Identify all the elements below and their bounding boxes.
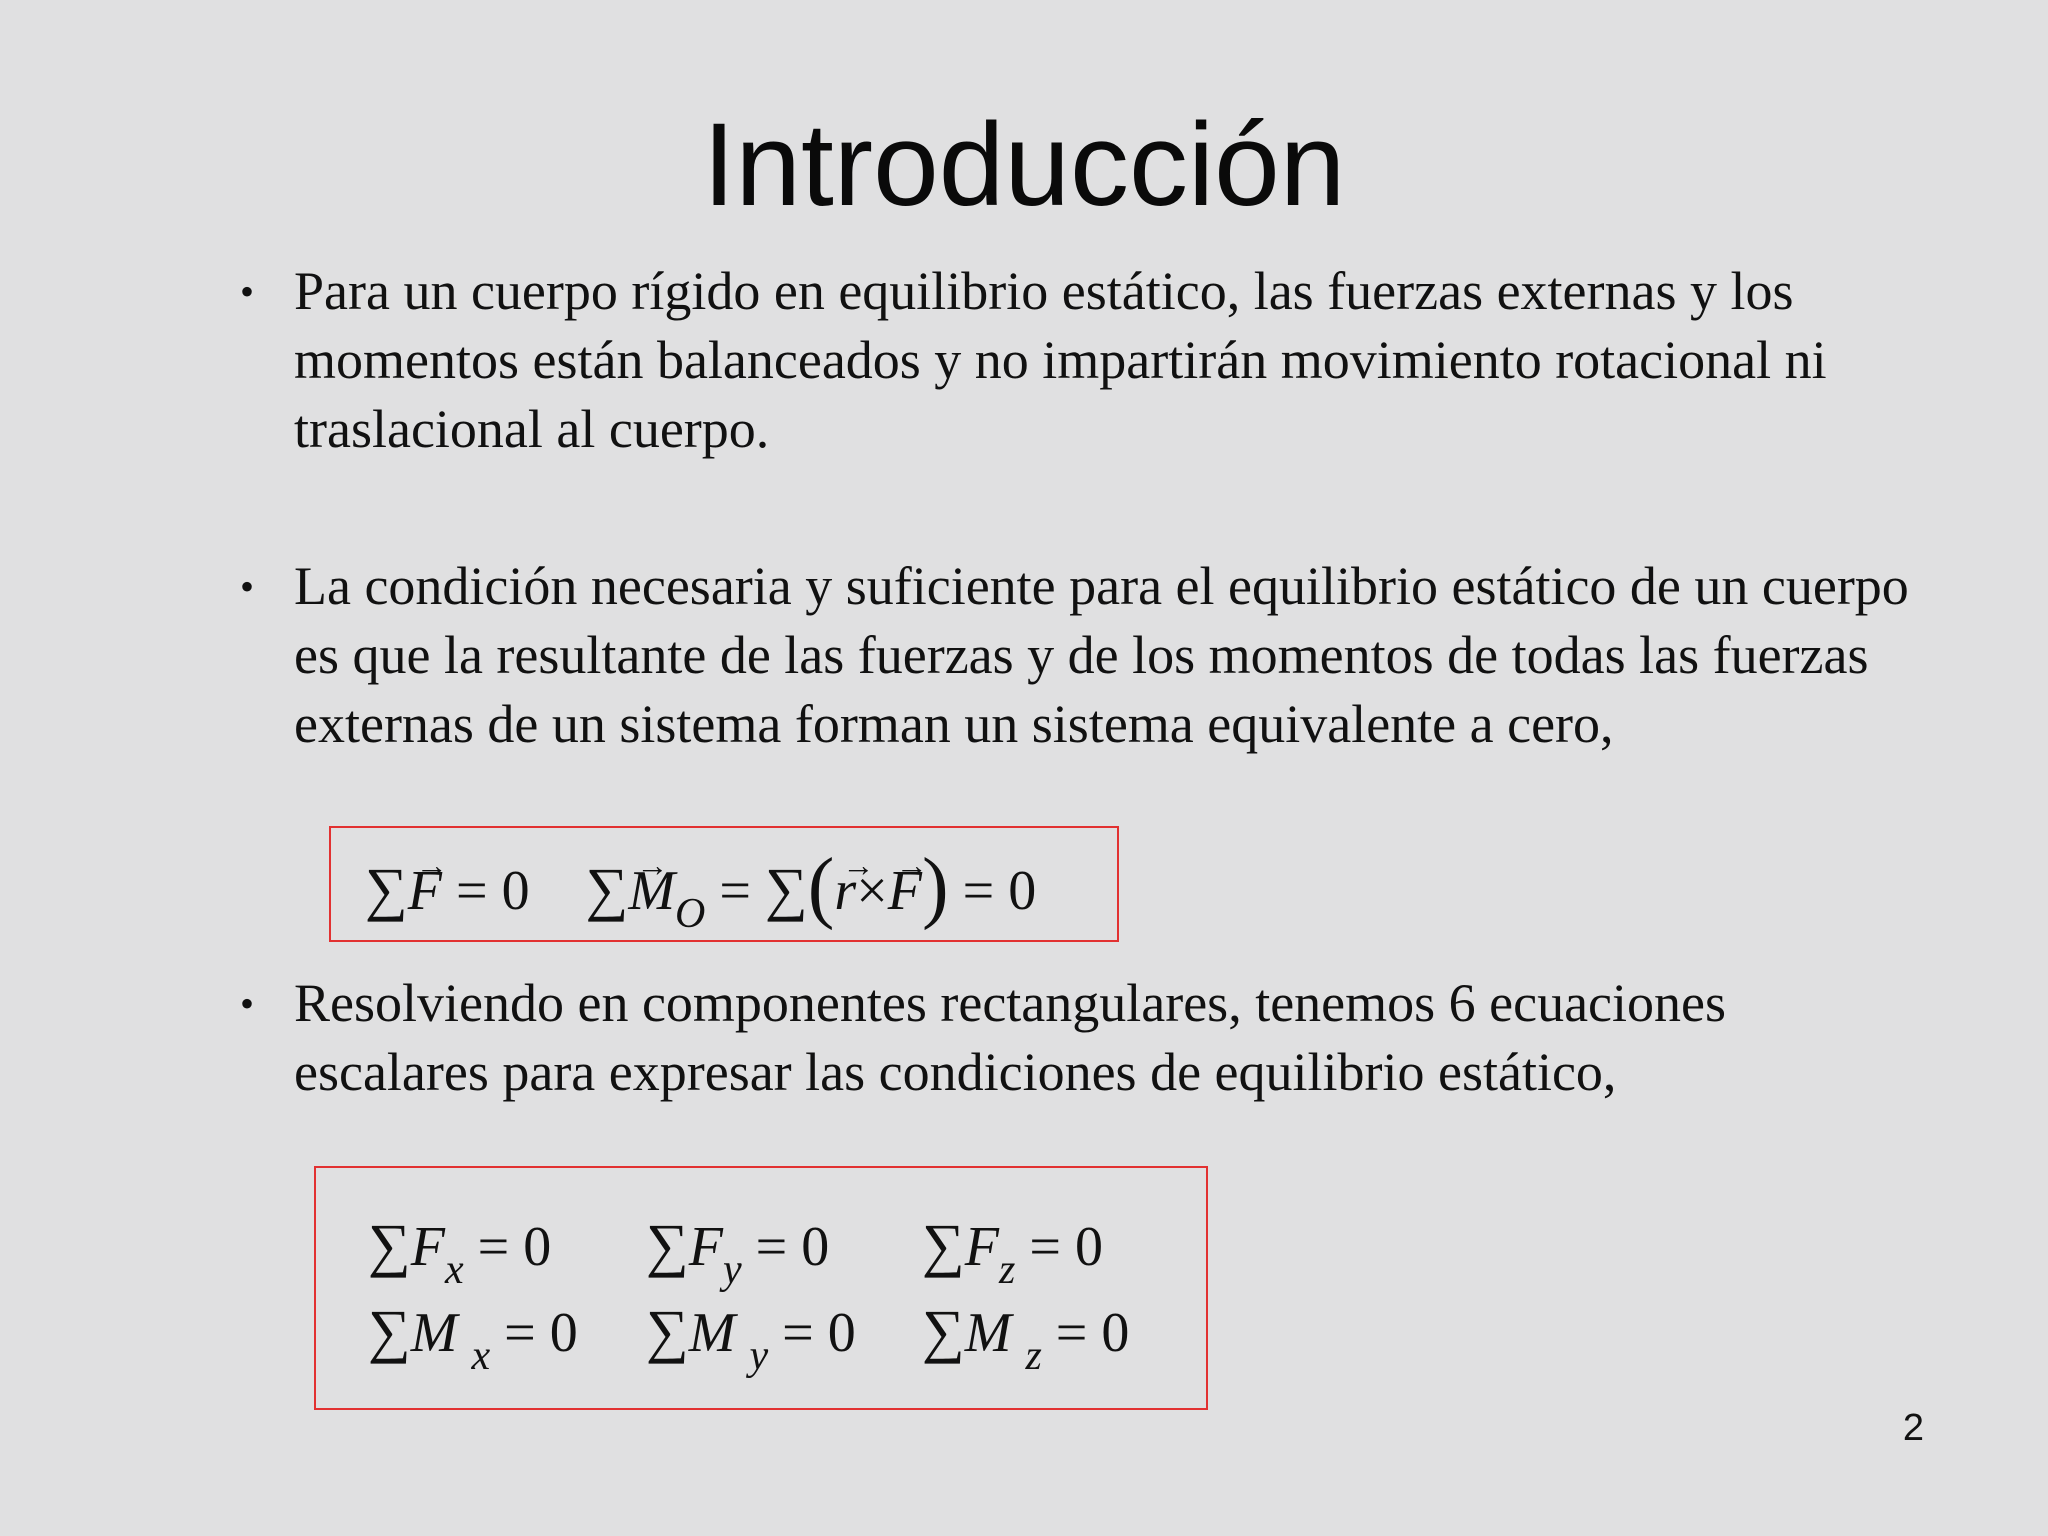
zero: 0 xyxy=(827,1302,856,1364)
moment-symbol: M xyxy=(410,1302,458,1364)
right-paren: ) xyxy=(922,843,949,931)
equals-sign: = xyxy=(755,1216,788,1278)
moment-equation-row xyxy=(646,1296,856,1379)
equals-sign: = xyxy=(456,860,488,922)
subscript-y: y xyxy=(723,1247,742,1293)
bullet-text: Resolviendo en componentes rectangulares, tenemos 6 ecuaciones escalares para expresar las condiciones de equilibrio estático, xyxy=(294,973,1727,1102)
moment-equation-row xyxy=(922,1296,1130,1379)
equals-sign: = xyxy=(1029,1216,1061,1278)
zero: 0 xyxy=(1008,860,1037,922)
sum-symbol: ∑ xyxy=(764,856,808,922)
left-paren: ( xyxy=(807,843,835,931)
subscript-z: z xyxy=(999,1247,1016,1293)
force-equation-row xyxy=(646,1210,830,1293)
bullet-text: La condición necesaria y suficiente para el equilibrio estático de un cuerpo es que la resultante de las fuerzas y de los momentos de todas las fuerzas externas de un sistema forman un sistema equivalente a cero, xyxy=(294,556,1909,754)
slide-title: Introducción xyxy=(702,99,1346,231)
zero: 0 xyxy=(801,1216,830,1278)
moment-equation-row xyxy=(368,1296,578,1379)
zero: 0 xyxy=(1101,1302,1130,1364)
bullet-icon: • xyxy=(240,981,255,1026)
equals-sign: = xyxy=(782,1302,814,1364)
subscript-x: x xyxy=(445,1247,464,1293)
sum-symbol: ∑ xyxy=(646,1212,689,1278)
equilibrium-vector-equations xyxy=(329,826,1119,942)
force-equation-row xyxy=(368,1210,552,1293)
cross-product-sign: × xyxy=(856,860,888,922)
zero: 0 xyxy=(549,1302,578,1364)
subscript-o: O xyxy=(675,891,706,937)
moment-symbol: M xyxy=(964,1302,1012,1364)
zero: 0 xyxy=(1074,1216,1103,1278)
sum-symbol: ∑ xyxy=(646,1298,689,1364)
subscript-y: y xyxy=(749,1333,769,1379)
moment-symbol: M xyxy=(688,1302,736,1364)
bullet-text: Para un cuerpo rígido en equilibrio estático, las fuerzas externas y los momentos están balanceados y no impartirán movimiento rotacional ni traslacional al cuerpo. xyxy=(294,261,1827,459)
vector-equation-line xyxy=(365,843,1037,937)
sum-symbol: ∑ xyxy=(585,856,629,922)
bullet-icon: • xyxy=(240,564,255,609)
subscript-x: x xyxy=(471,1333,491,1379)
force-symbol: F xyxy=(410,1216,445,1278)
subscript-z: z xyxy=(1025,1333,1042,1379)
equals-sign: = xyxy=(1055,1302,1088,1364)
equals-sign: = xyxy=(719,860,751,922)
equals-sign: = xyxy=(504,1302,536,1364)
page-number: 2 xyxy=(1902,1407,1924,1449)
force-equation-row xyxy=(922,1210,1103,1293)
sum-symbol: ∑ xyxy=(922,1212,965,1278)
position-vector: → r xyxy=(834,856,856,926)
moment-vector: → M xyxy=(628,856,675,926)
bullet-icon: • xyxy=(240,269,255,314)
force-symbol: F xyxy=(964,1216,999,1278)
force-vector: → F xyxy=(408,856,442,926)
equals-sign: = xyxy=(477,1216,510,1278)
sum-symbol: ∑ xyxy=(365,856,408,922)
zero: 0 xyxy=(501,860,530,922)
sum-symbol: ∑ xyxy=(368,1212,411,1278)
force-symbol: F xyxy=(688,1216,723,1278)
force-vector: → F xyxy=(888,856,922,926)
zero: 0 xyxy=(523,1216,552,1278)
equilibrium-scalar-equations xyxy=(314,1166,1208,1410)
sum-symbol: ∑ xyxy=(368,1298,411,1364)
sum-symbol: ∑ xyxy=(922,1298,965,1364)
equals-sign: = xyxy=(962,860,995,922)
